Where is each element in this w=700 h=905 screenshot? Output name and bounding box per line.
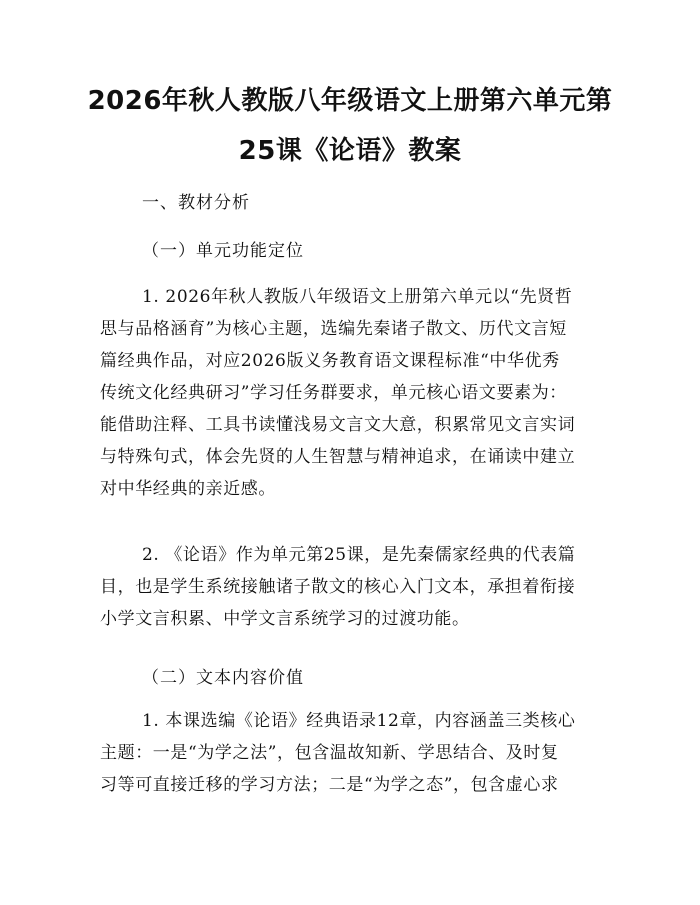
paragraph-line: 能借助注释、工具书读懂浅易文言文大意，积累常见文言实词 <box>100 415 576 435</box>
paragraph-line: 1. 本课选编《论语》经典语录12章，内容涵盖三类核心 <box>142 711 576 731</box>
paragraph-line: 2. 《论语》作为单元第25课，是先秦儒家经典的代表篇 <box>142 545 576 565</box>
document-title-line-1: 2026年秋人教版八年级语文上册第六单元第 <box>87 86 613 116</box>
subsection-heading-unit-function: （一）单元功能定位 <box>142 241 304 261</box>
paragraph-text-value-1 <box>100 705 600 801</box>
section-heading-textbook-analysis: 一、教材分析 <box>142 193 250 213</box>
paragraph-line: 与特殊句式，体会先贤的人生智慧与精神追求，在诵读中建立 <box>100 447 576 467</box>
paragraph-unit-function-2 <box>100 539 600 635</box>
paragraph-line: 篇经典作品，对应2026版义务教育语文课程标准“中华优秀 <box>100 351 560 371</box>
paragraph-line: 小学文言积累、中学文言系统学习的过渡功能。 <box>100 609 470 629</box>
paragraph-line: 传统文化经典研习”学习任务群要求，单元核心语文要素为： <box>100 383 567 403</box>
subsection-heading-text-value: （二）文本内容价值 <box>142 668 304 688</box>
paragraph-line: 目，也是学生系统接触诸子散文的核心入门文本，承担着衔接 <box>100 577 576 597</box>
paragraph-unit-function-1 <box>100 281 600 505</box>
paragraph-line: 主题：一是“为学之法”，包含温故知新、学思结合、及时复 <box>100 743 559 763</box>
paragraph-line: 思与品格涵育”为核心主题，选编先秦诸子散文、历代文言短 <box>100 319 567 339</box>
paragraph-line: 1. 2026年秋人教版八年级语文上册第六单元以“先贤哲 <box>142 287 573 307</box>
paragraph-line: 对中华经典的亲近感。 <box>100 479 276 499</box>
paragraph-line: 习等可直接迁移的学习方法；二是“为学之态”，包含虚心求 <box>100 775 559 795</box>
document-title-line-2: 25课《论语》教案 <box>238 136 462 166</box>
